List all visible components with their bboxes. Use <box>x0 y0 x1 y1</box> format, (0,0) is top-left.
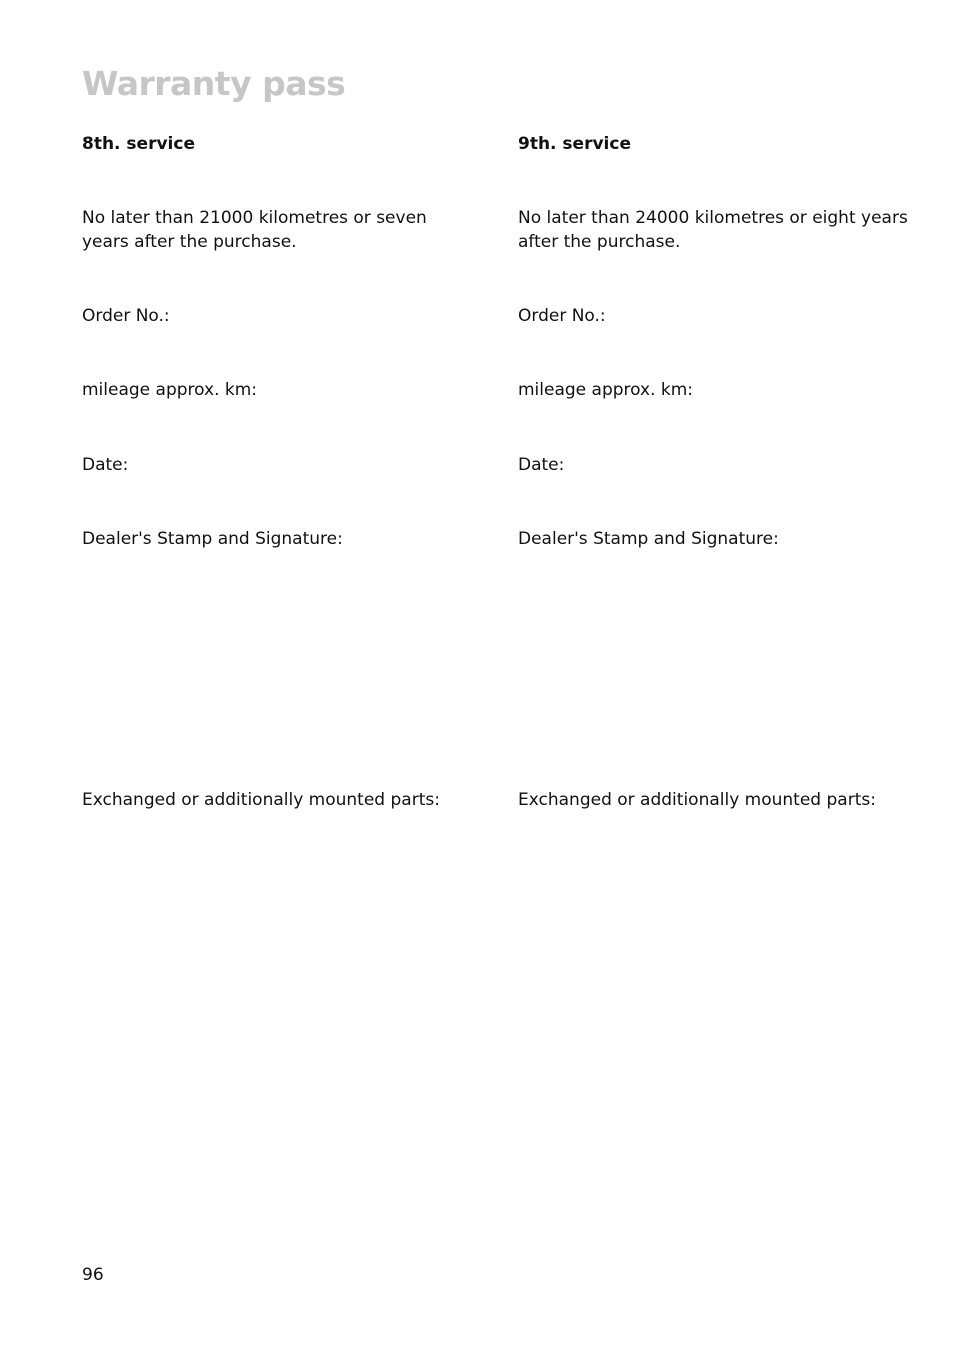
dealer-stamp-label: Dealer's Stamp and Signature: <box>82 529 343 549</box>
page-number: 96 <box>82 1265 104 1285</box>
mileage-label: mileage approx. km: <box>518 380 694 400</box>
exchanged-parts-label: Exchanged or additionally mounted parts: <box>518 790 876 810</box>
service-heading: 9th. service <box>518 134 631 154</box>
deadline-line-2: after the purchase. <box>518 232 681 252</box>
service-deadline <box>82 206 482 254</box>
order-number-label: Order No.: <box>518 306 606 326</box>
exchanged-parts-label: Exchanged or additionally mounted parts: <box>82 790 440 810</box>
service-heading: 8th. service <box>82 134 195 154</box>
deadline-line-1: No later than 24000 kilometres or eight years <box>518 208 908 228</box>
deadline-line-1: No later than 21000 kilometres or seven <box>82 208 427 228</box>
order-number-label: Order No.: <box>82 306 170 326</box>
page-title: Warranty pass <box>82 64 346 103</box>
service-deadline <box>518 206 918 254</box>
date-label: Date: <box>82 455 129 475</box>
deadline-line-2: years after the purchase. <box>82 232 297 252</box>
dealer-stamp-label: Dealer's Stamp and Signature: <box>518 529 779 549</box>
date-label: Date: <box>518 455 565 475</box>
mileage-label: mileage approx. km: <box>82 380 258 400</box>
